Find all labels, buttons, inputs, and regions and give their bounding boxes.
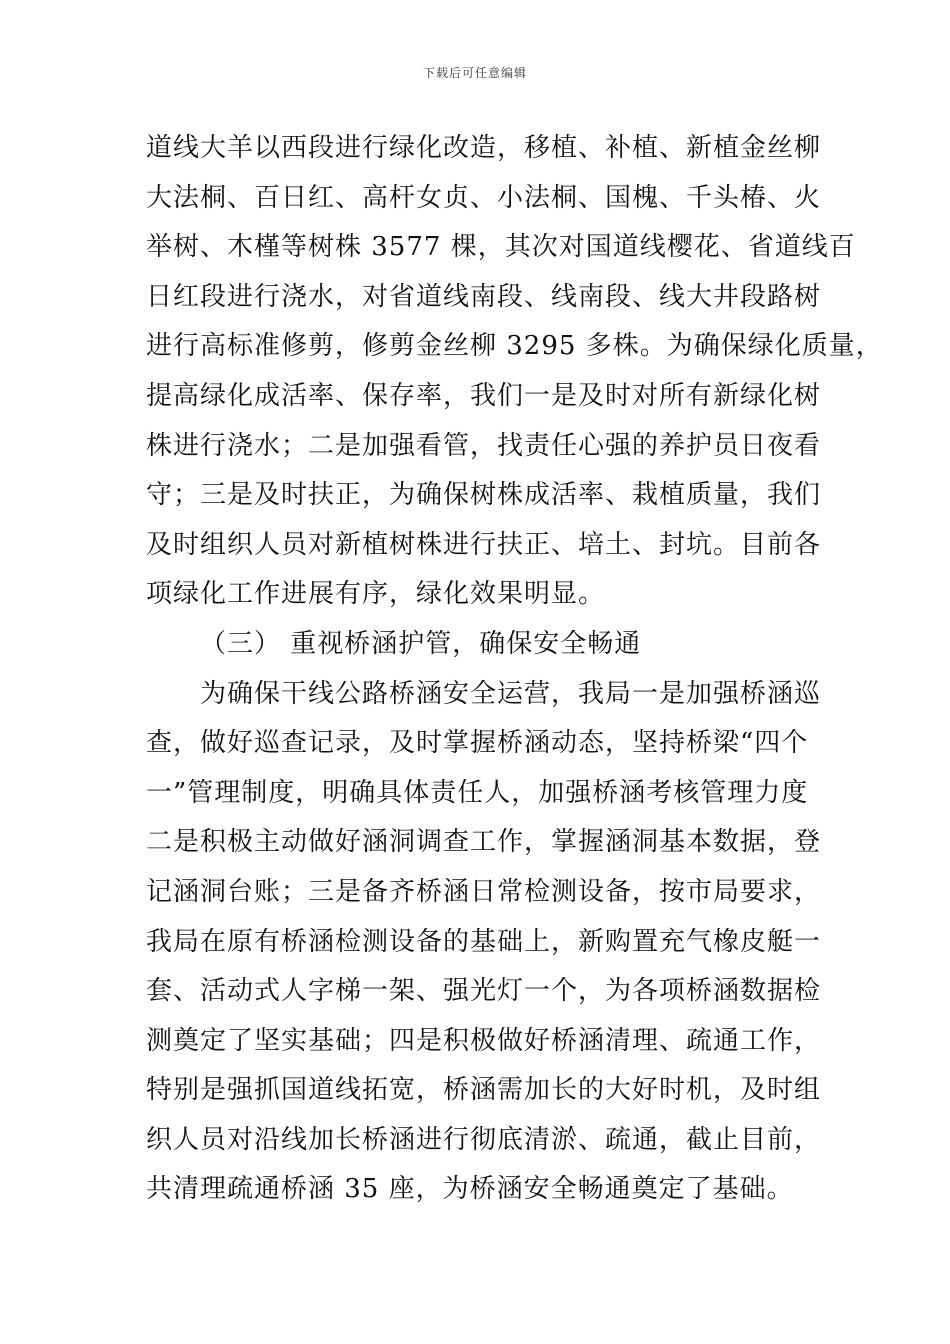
text-line: 查，做好巡查记录，及时掌握桥涵动态，坚持桥梁“四个 xyxy=(146,728,809,759)
section-heading: （三） 重视桥涵护管，确保安全畅通 xyxy=(200,628,642,659)
document-body xyxy=(146,124,883,1215)
text-line: 守；三是及时扶正，为确保树株成活率、栽植质量，我们 xyxy=(146,480,822,511)
text-line: 一”管理制度，明确具体责任人，加强桥涵考核管理力度 xyxy=(146,777,809,808)
page-header: 下载后可任意编辑 xyxy=(422,66,527,80)
text-line: 为确保干线公路桥涵安全运营，我局一是加强桥涵巡 xyxy=(200,678,822,709)
text-line: 特别是强抓国道线拓宽，桥涵需加长的大好时机，及时组 xyxy=(146,1075,822,1106)
text-line: 套、活动式人字梯一架、强光灯一个，为各项桥涵数据检 xyxy=(146,976,822,1007)
text-line: 及时组织人员对新植树株进行扶正、培土、封坑。目前各 xyxy=(146,529,822,560)
text-line: 道线大羊以西段进行绿化改造，移植、补植、新植金丝柳 xyxy=(146,133,822,163)
text-line: 日红段进行浇水，对省道线南段、线南段、线大井段路树 xyxy=(146,281,822,312)
text-line: 二是积极主动做好涵洞调查工作，掌握涵洞基本数据，登 xyxy=(146,827,822,858)
text-line: 测奠定了坚实基础；四是积极做好桥涵清理、疏通工作， xyxy=(146,1025,822,1056)
text-line: 提高绿化成活率、保存率，我们一是及时对所有新绿化树 xyxy=(146,380,822,411)
text-line: 记涵洞台账；三是备齐桥涵日常检测设备，按市局要求， xyxy=(146,876,822,907)
text-line: 我局在原有桥涵检测设备的基础上，新购置充气橡皮艇一 xyxy=(146,926,822,957)
text-line: 大法桐、百日红、高杆女贞、小法桐、国槐、千头椿、火 xyxy=(146,182,822,213)
text-line: 织人员对沿线加长桥涵进行彻底清淤、疏通，截止目前， xyxy=(146,1124,822,1155)
text-line: 共清理疏通桥涵 35 座，为桥涵安全畅通奠定了基础。 xyxy=(146,1174,794,1205)
text-line: 项绿化工作进展有序，绿化效果明显。 xyxy=(146,579,606,610)
text-line: 株进行浇水；二是加强看管，找责任心强的养护员日夜看 xyxy=(146,430,822,461)
text-line: 举树、木槿等树株 3577 棵，其次对国道线樱花、省道线百 xyxy=(146,232,856,263)
text-line: 进行高标准修剪，修剪金丝柳 3295 多株。为确保绿化质量， xyxy=(146,331,883,362)
